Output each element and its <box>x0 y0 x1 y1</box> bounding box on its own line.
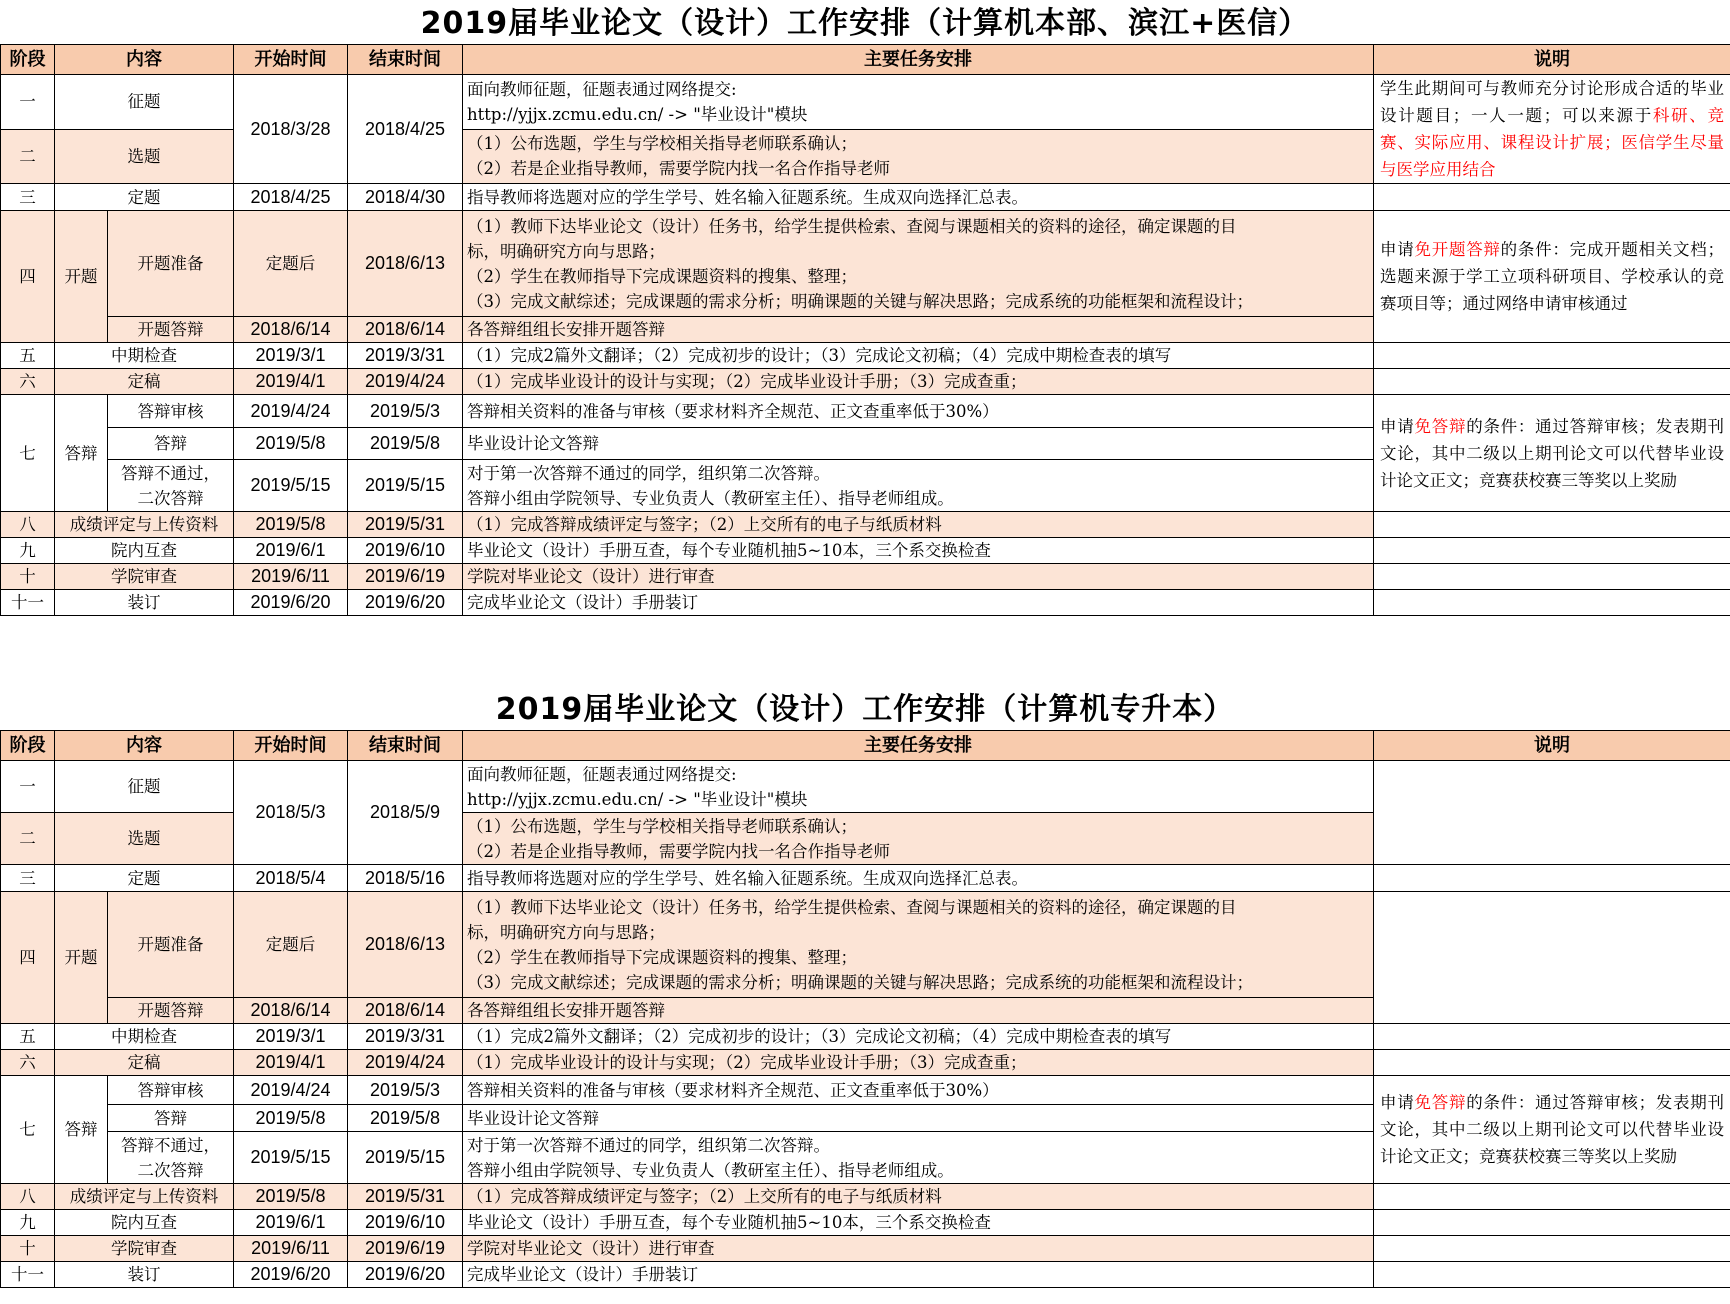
task-cell: 指导教师将选题对应的学生学号、姓名输入征题系统。生成双向选择汇总表。 <box>463 865 1374 892</box>
content-cell: 装订 <box>55 1262 234 1288</box>
col-start: 开始时间 <box>234 731 348 761</box>
task-line: （1）教师下达毕业论文（设计）任务书，给学生提供检索、查阅与课题相关的资料的途径，确定课题的目 <box>467 897 1237 917</box>
content-cell: 定题 <box>55 865 234 892</box>
task-cell: 毕业论文（设计）手册互查，每个专业随机抽5~10本，三个系交换检查 <box>463 1210 1374 1236</box>
col-note: 说明 <box>1374 45 1730 75</box>
stage-cell: 六 <box>1 1050 55 1076</box>
task-cell: 毕业论文（设计）手册互查，每个专业随机抽5~10本，三个系交换检查 <box>463 538 1374 564</box>
stage-cell: 五 <box>1 1024 55 1050</box>
task-cell: 学院对毕业论文（设计）进行审查 <box>463 1236 1374 1262</box>
schedule-table <box>0 730 1730 1288</box>
start-cell: 2019/6/11 <box>234 564 348 590</box>
task-line: http://yjjx.zcmu.edu.cn/ -> "毕业设计"模块 <box>467 789 808 809</box>
start-cell: 定题后 <box>234 892 348 998</box>
content-cell: 选题 <box>55 129 234 184</box>
task-cell: 答辩相关资料的准备与审核（要求材料齐全规范、正文查重率低于30%） <box>463 1076 1374 1105</box>
group-cell: 答辩 <box>55 1076 108 1184</box>
task-cell <box>463 460 1374 512</box>
table-row <box>1 343 1730 369</box>
task-cell <box>463 211 1374 317</box>
content-cell: 院内互查 <box>55 1210 234 1236</box>
task-cell: 指导教师将选题对应的学生学号、姓名输入征题系统。生成双向选择汇总表。 <box>463 184 1374 211</box>
task-line: http://yjjx.zcmu.edu.cn/ -> "毕业设计"模块 <box>467 104 808 124</box>
content-line: 二次答辩 <box>137 1160 204 1180</box>
note-empty <box>1374 343 1730 369</box>
end-cell: 2019/4/24 <box>348 369 463 395</box>
stage-cell: 十 <box>1 564 55 590</box>
table-row <box>1 590 1730 616</box>
table-header-row <box>1 731 1730 761</box>
table-header-row <box>1 45 1730 75</box>
content-cell: 选题 <box>55 813 234 865</box>
note-empty <box>1374 369 1730 395</box>
content-cell: 学院审查 <box>55 564 234 590</box>
note-highlight: 免答辩 <box>1414 416 1467 436</box>
content-cell: 定稿 <box>55 369 234 395</box>
note-empty <box>1374 892 1730 1024</box>
stage-cell: 四 <box>1 892 55 1024</box>
schedule-section-upgrade <box>0 690 1730 1288</box>
table-row <box>1 395 1730 428</box>
task-cell: 各答辩组组长安排开题答辩 <box>463 998 1374 1024</box>
section-title: 2019届毕业论文（设计）工作安排（计算机本部、滨江+医信） <box>420 6 1310 41</box>
end-cell: 2019/6/10 <box>348 1210 463 1236</box>
start-cell: 2018/6/14 <box>234 998 348 1024</box>
col-start: 开始时间 <box>234 45 348 75</box>
task-cell <box>463 813 1374 865</box>
task-line: 答辩小组由学院领导、专业负责人（教研室主任）、指导老师组成。 <box>467 1160 954 1180</box>
content-line: 答辩不通过， <box>121 463 220 483</box>
table-row <box>1 211 1730 317</box>
start-cell: 2019/3/1 <box>234 343 348 369</box>
start-cell: 2018/3/28 <box>234 75 348 184</box>
table-row <box>1 1076 1730 1105</box>
content-cell: 定稿 <box>55 1050 234 1076</box>
table-row <box>1 538 1730 564</box>
table-row <box>1 184 1730 211</box>
content-cell: 中期检查 <box>55 343 234 369</box>
start-cell: 2018/6/14 <box>234 317 348 343</box>
content-cell: 答辩 <box>108 428 234 460</box>
content-cell: 开题答辩 <box>108 317 234 343</box>
note-empty <box>1374 761 1730 865</box>
stage-cell: 二 <box>1 813 55 865</box>
start-cell: 2019/4/24 <box>234 395 348 428</box>
end-cell: 2018/5/16 <box>348 865 463 892</box>
table-row <box>1 892 1730 998</box>
note-text: 申请 <box>1380 416 1415 436</box>
end-cell: 2018/4/30 <box>348 184 463 211</box>
col-task: 主要任务安排 <box>463 45 1374 75</box>
table-row <box>1 1024 1730 1050</box>
content-cell: 答辩审核 <box>108 1076 234 1105</box>
end-cell: 2019/4/24 <box>348 1050 463 1076</box>
start-cell: 2018/4/25 <box>234 184 348 211</box>
col-note: 说明 <box>1374 731 1730 761</box>
col-end: 结束时间 <box>348 731 463 761</box>
content-cell <box>108 1132 234 1184</box>
stage-cell: 七 <box>1 395 55 512</box>
task-line: （2）学生在教师指导下完成课题资料的搜集、整理； <box>467 947 857 967</box>
stage-cell: 五 <box>1 343 55 369</box>
task-cell: （1）完成2篇外文翻译；（2）完成初步的设计；（3）完成论文初稿；（4）完成中期检查表的填写 <box>463 1024 1374 1050</box>
task-cell: （1）完成答辩成绩评定与签字；（2）上交所有的电子与纸质材料 <box>463 512 1374 538</box>
start-cell: 2019/5/15 <box>234 1132 348 1184</box>
task-cell: 毕业设计论文答辩 <box>463 428 1374 460</box>
note-empty <box>1374 590 1730 616</box>
task-line: 对于第一次答辩不通过的同学，组织第二次答辩。 <box>467 463 830 483</box>
task-cell <box>463 75 1374 130</box>
note-text: 申请 <box>1380 240 1415 259</box>
end-cell: 2018/6/14 <box>348 317 463 343</box>
start-cell: 2019/6/11 <box>234 1236 348 1262</box>
note-empty <box>1374 1024 1730 1050</box>
start-cell: 2019/6/20 <box>234 590 348 616</box>
stage-cell: 二 <box>1 129 55 184</box>
task-cell <box>463 892 1374 998</box>
start-cell: 2019/5/8 <box>234 1184 348 1210</box>
content-cell: 定题 <box>55 184 234 211</box>
start-cell: 2019/5/15 <box>234 460 348 512</box>
table-row <box>1 75 1730 130</box>
stage-cell: 六 <box>1 369 55 395</box>
end-cell: 2019/3/31 <box>348 1024 463 1050</box>
task-line: （3）完成文献综述；完成课题的需求分析；明确课题的关键与解决思路；完成系统的功能框架和流程设计； <box>467 291 1253 311</box>
stage-cell: 一 <box>1 75 55 130</box>
start-cell: 2019/6/1 <box>234 1210 348 1236</box>
start-cell: 2018/5/3 <box>234 761 348 865</box>
col-content: 内容 <box>55 731 234 761</box>
group-cell: 答辩 <box>55 395 108 512</box>
stage-cell: 十 <box>1 1236 55 1262</box>
section-title: 2019届毕业论文（设计）工作安排（计算机专升本） <box>495 692 1235 727</box>
task-cell: 各答辩组组长安排开题答辩 <box>463 317 1374 343</box>
task-line: （3）完成文献综述；完成课题的需求分析；明确课题的关键与解决思路；完成系统的功能框架和流程设计； <box>467 972 1253 992</box>
stage-cell: 三 <box>1 184 55 211</box>
end-cell: 2019/5/8 <box>348 1105 463 1132</box>
task-cell: 学院对毕业论文（设计）进行审查 <box>463 564 1374 590</box>
col-stage: 阶段 <box>1 731 55 761</box>
end-cell: 2018/6/14 <box>348 998 463 1024</box>
stage-cell: 九 <box>1 1210 55 1236</box>
start-cell: 2019/5/8 <box>234 428 348 460</box>
table-row <box>1 369 1730 395</box>
table-row <box>1 1184 1730 1210</box>
table-row <box>1 865 1730 892</box>
end-cell: 2019/6/20 <box>348 1262 463 1288</box>
task-line: 答辩小组由学院领导、专业负责人（教研室主任）、指导老师组成。 <box>467 488 954 508</box>
note-highlight: 科研、竞赛、实际应用、课程设计扩展；医信学生尽量与医学应用结合 <box>1380 106 1725 179</box>
table-row <box>1 564 1730 590</box>
note-defense <box>1374 395 1730 512</box>
task-cell: （1）完成答辩成绩评定与签字；（2）上交所有的电子与纸质材料 <box>463 1184 1374 1210</box>
end-cell: 2019/5/15 <box>348 1132 463 1184</box>
start-cell: 2019/4/24 <box>234 1076 348 1105</box>
table-row <box>1 761 1730 813</box>
note-empty <box>1374 1050 1730 1076</box>
task-cell: 完成毕业论文（设计）手册装订 <box>463 590 1374 616</box>
content-cell: 开题答辩 <box>108 998 234 1024</box>
start-cell: 2019/3/1 <box>234 1024 348 1050</box>
content-cell: 成绩评定与上传资料 <box>55 1184 234 1210</box>
content-cell: 中期检查 <box>55 1024 234 1050</box>
task-line: （1）教师下达毕业论文（设计）任务书，给学生提供检索、查阅与课题相关的资料的途径，确定课题的目 <box>467 216 1237 236</box>
end-cell: 2018/4/25 <box>348 75 463 184</box>
note-empty <box>1374 865 1730 892</box>
end-cell: 2019/5/31 <box>348 512 463 538</box>
task-cell: （1）完成毕业设计的设计与实现；（2）完成毕业设计手册；（3）完成查重； <box>463 369 1374 395</box>
task-line: 标，明确研究方向与思路； <box>467 922 665 942</box>
table-row <box>1 1262 1730 1288</box>
content-line: 答辩不通过， <box>121 1135 220 1155</box>
stage-cell: 一 <box>1 761 55 813</box>
group-cell: 开题 <box>55 211 108 343</box>
col-end: 结束时间 <box>348 45 463 75</box>
task-cell: 完成毕业论文（设计）手册装订 <box>463 1262 1374 1288</box>
note-empty <box>1374 1210 1730 1236</box>
end-cell: 2019/5/31 <box>348 1184 463 1210</box>
note-highlight: 免答辩 <box>1414 1093 1467 1112</box>
col-stage: 阶段 <box>1 45 55 75</box>
start-cell: 2019/5/8 <box>234 512 348 538</box>
note-empty <box>1374 184 1730 211</box>
note-defense <box>1374 1076 1730 1184</box>
end-cell: 2018/6/13 <box>348 211 463 317</box>
content-cell: 征题 <box>55 75 234 130</box>
note-text: 的条件：通过答辩审核；发表期刊文论，其中二级以上期刊论文可以代替毕业设计论文正文；竞赛获校赛三等奖以上奖励 <box>1380 416 1725 490</box>
start-cell: 2019/5/8 <box>234 1105 348 1132</box>
stage-cell: 九 <box>1 538 55 564</box>
content-cell: 答辩审核 <box>108 395 234 428</box>
col-task: 主要任务安排 <box>463 731 1374 761</box>
start-cell: 定题后 <box>234 211 348 317</box>
start-cell: 2019/6/1 <box>234 538 348 564</box>
start-cell: 2018/5/4 <box>234 865 348 892</box>
task-line: 面向教师征题，征题表通过网络提交: <box>467 764 737 784</box>
task-line: （2）若是企业指导教师，需要学院内找一名合作指导老师 <box>467 841 890 861</box>
note-empty <box>1374 538 1730 564</box>
start-cell: 2019/6/20 <box>234 1262 348 1288</box>
end-cell: 2018/6/13 <box>348 892 463 998</box>
col-content: 内容 <box>55 45 234 75</box>
group-cell: 开题 <box>55 892 108 1024</box>
task-cell <box>463 129 1374 184</box>
task-cell: 毕业设计论文答辩 <box>463 1105 1374 1132</box>
stage-cell: 八 <box>1 512 55 538</box>
content-cell: 装订 <box>55 590 234 616</box>
start-cell: 2019/4/1 <box>234 1050 348 1076</box>
note-text: 的条件：完成开题相关文档；选题来源于学工立项科研项目、学校承认的竞赛项目等；通过网络申请审核通过 <box>1380 240 1725 313</box>
task-cell: 答辩相关资料的准备与审核（要求材料齐全规范、正文查重率低于30%） <box>463 395 1374 428</box>
end-cell: 2019/5/8 <box>348 428 463 460</box>
stage-cell: 七 <box>1 1076 55 1184</box>
note-text: 的条件：通过答辩审核；发表期刊文论，其中二级以上期刊论文可以代替毕业设计论文正文；竞赛获校赛三等奖以上奖励 <box>1380 1093 1725 1166</box>
task-cell <box>463 1132 1374 1184</box>
content-cell: 征题 <box>55 761 234 813</box>
stage-cell: 三 <box>1 865 55 892</box>
note-empty <box>1374 1184 1730 1210</box>
stage-cell: 十一 <box>1 590 55 616</box>
end-cell: 2019/6/19 <box>348 1236 463 1262</box>
content-cell <box>108 460 234 512</box>
note-highlight: 免开题答辩 <box>1414 240 1501 259</box>
table-row <box>1 1210 1730 1236</box>
stage-cell: 八 <box>1 1184 55 1210</box>
note-empty <box>1374 1236 1730 1262</box>
end-cell: 2019/6/20 <box>348 590 463 616</box>
end-cell: 2019/5/3 <box>348 395 463 428</box>
end-cell: 2019/6/19 <box>348 564 463 590</box>
note-text: 学生此期间可与教师充分讨论形成合适的毕业设计题目；一人一题；可以来源于 <box>1380 79 1724 125</box>
end-cell: 2019/5/15 <box>348 460 463 512</box>
end-cell: 2019/6/10 <box>348 538 463 564</box>
task-cell <box>463 761 1374 813</box>
note-topic <box>1374 75 1730 184</box>
task-line: （1）公布选题，学生与学校相关指导老师联系确认； <box>467 134 857 154</box>
task-line: （1）公布选题，学生与学校相关指导老师联系确认； <box>467 816 857 836</box>
content-cell: 开题准备 <box>108 892 234 998</box>
end-cell: 2019/5/3 <box>348 1076 463 1105</box>
table-row <box>1 512 1730 538</box>
schedule-section-main <box>0 4 1730 616</box>
note-empty <box>1374 512 1730 538</box>
end-cell: 2019/3/31 <box>348 343 463 369</box>
table-row <box>1 1236 1730 1262</box>
task-cell: （1）完成2篇外文翻译；（2）完成初步的设计；（3）完成论文初稿；（4）完成中期检查表的填写 <box>463 343 1374 369</box>
stage-cell: 十一 <box>1 1262 55 1288</box>
task-line: （2）若是企业指导教师，需要学院内找一名合作指导老师 <box>467 159 890 179</box>
task-cell: （1）完成毕业设计的设计与实现；（2）完成毕业设计手册；（3）完成查重； <box>463 1050 1374 1076</box>
content-cell: 成绩评定与上传资料 <box>55 512 234 538</box>
schedule-table <box>0 44 1730 616</box>
table-row <box>1 1050 1730 1076</box>
task-line: （2）学生在教师指导下完成课题资料的搜集、整理； <box>467 266 857 286</box>
task-line: 面向教师征题，征题表通过网络提交: <box>467 79 737 99</box>
content-line: 二次答辩 <box>137 488 204 508</box>
note-empty <box>1374 1262 1730 1288</box>
end-cell: 2018/5/9 <box>348 761 463 865</box>
task-line: 标，明确研究方向与思路； <box>467 241 665 261</box>
content-cell: 答辩 <box>108 1105 234 1132</box>
content-cell: 学院审查 <box>55 1236 234 1262</box>
note-empty <box>1374 564 1730 590</box>
content-cell: 院内互查 <box>55 538 234 564</box>
task-line: 对于第一次答辩不通过的同学，组织第二次答辩。 <box>467 1135 830 1155</box>
content-cell: 开题准备 <box>108 211 234 317</box>
stage-cell: 四 <box>1 211 55 343</box>
start-cell: 2019/4/1 <box>234 369 348 395</box>
note-text: 申请 <box>1380 1093 1415 1112</box>
note-opening <box>1374 211 1730 343</box>
